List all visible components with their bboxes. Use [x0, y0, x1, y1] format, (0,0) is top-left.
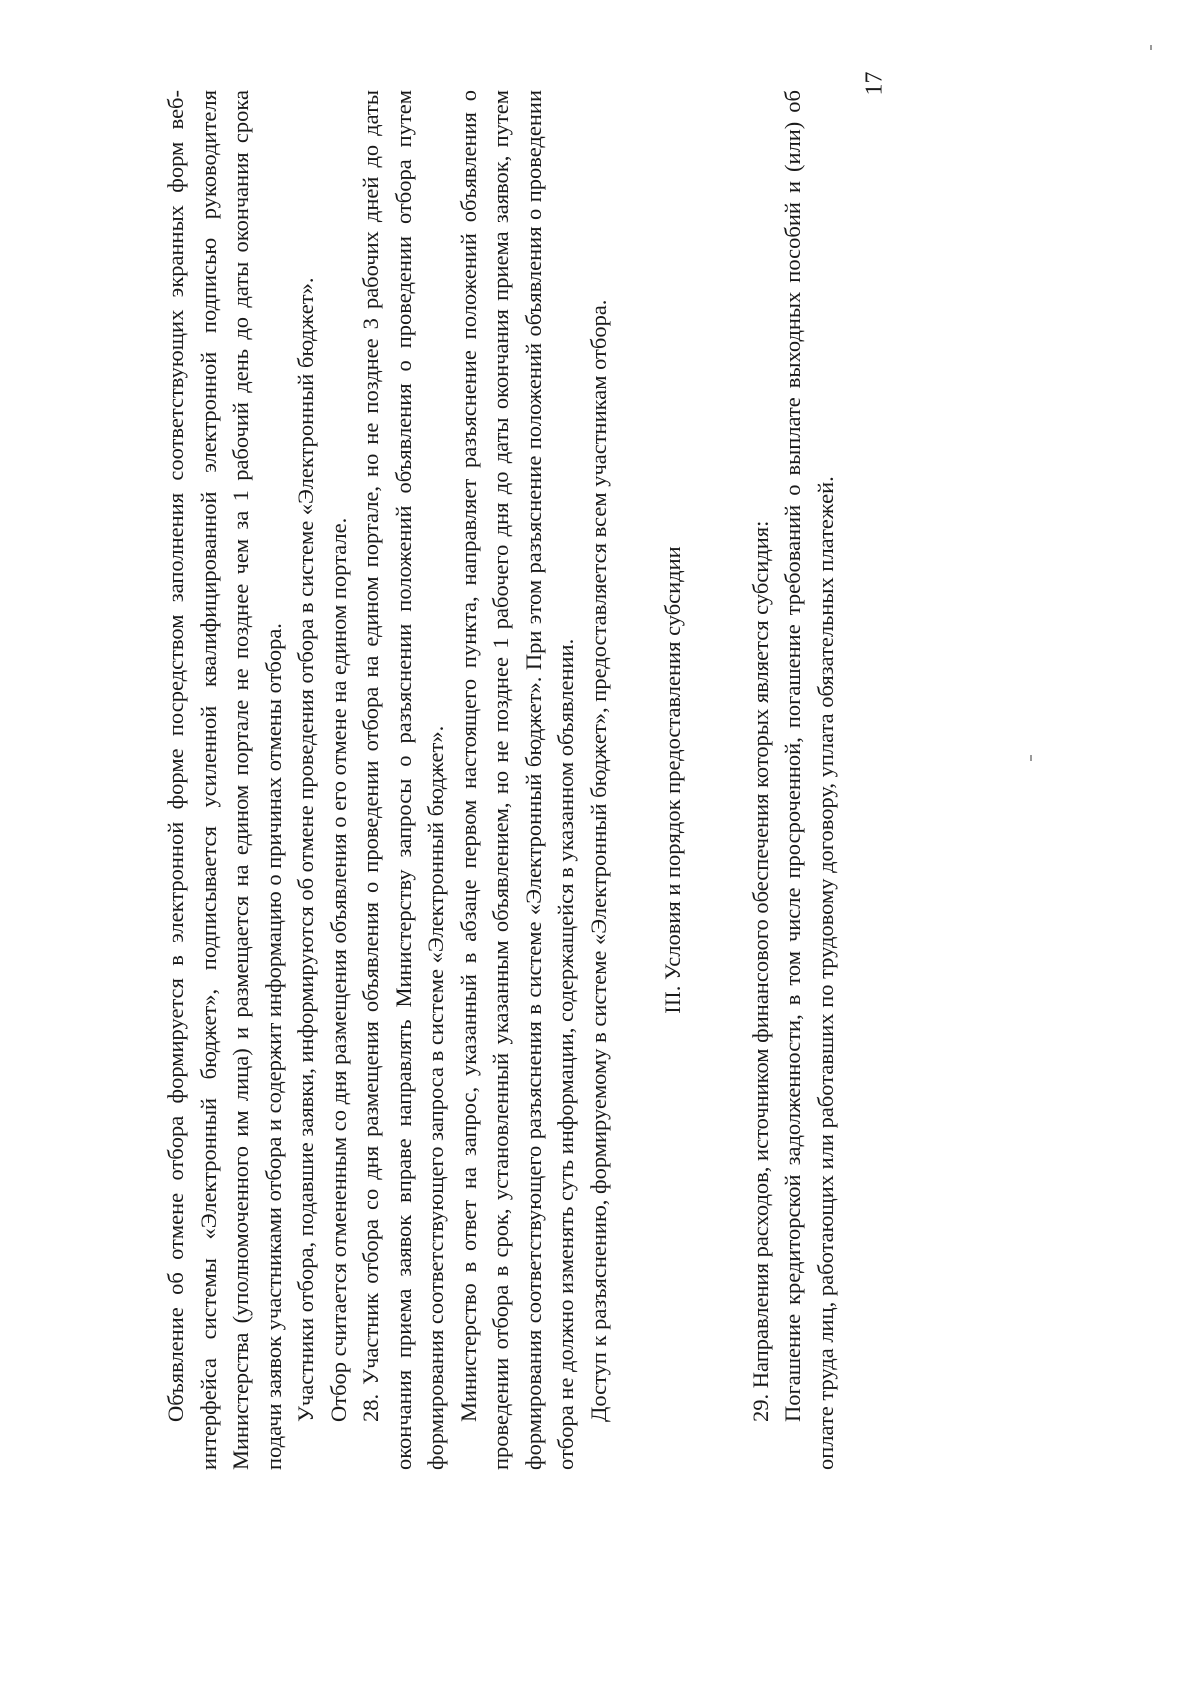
paragraph-access-to-clarification: Доступ к разъяснению, формируемому в системе «Электронный бюджет», предоставляется всем участникам отбора. [585, 299, 611, 1422]
paragraph-debt-repayment: Погашение кредиторской задолженности, в том числе просроченной, погашение требований о выплате выходных пособий и (или) об оплате труда лиц, работающих или работавших по трудовому договору, уплата обязательных платежей. [780, 90, 838, 1470]
paragraph-cancel-notice: Объявление об отмене отбора формируется в электронной форме посредством заполнения соответствующих экранных форм веб-интерфейса системы «Электронный бюджет», подписывается усиленной квалифицированной электронной подписью руководителя Министерства (уполномоченного им лица) и размещается на едином портале не позднее чем за 1 рабочий день до даты окончания срока подачи заявок участниками отбора и содержит информацию о причинах отмены отбора. [163, 90, 286, 1470]
scan-speck [1030, 755, 1032, 761]
paragraph-selection-cancelled: Отбор считается отмененным со дня размещения объявления о его отмене на едином портале. [325, 517, 351, 1422]
paragraph-ministry-response: Министерство в ответ на запрос, указанный в абзаце первом настоящего пункта, направляет разъяснение положений объявления о проведении отбора в срок, установленный указанным объявлением, но не позднее 1 рабочего дня до даты окончания приема заявок, путем формирования соответствующего разъяснения в системе «Электронный бюджет». При этом разъяснение положений объявления о проведении отбора не должно изменять суть информации, содержащейся в указанном объявлении. [455, 90, 578, 1470]
paragraph-clause-28: 28. Участник отбора со дня размещения объявления о проведении отбора на едином портале, но не позднее 3 рабочих дней до даты окончания приема заявок вправе направлять Министерству запросы о разъяснении положений объявления о проведении отбора путем формирования соответствующего запроса в системе «Электронный бюджет». [358, 90, 448, 1470]
section-heading: III. Условия и порядок предоставления субсидии [660, 546, 685, 1014]
scan-speck [1150, 45, 1152, 50]
page-number: 17 [861, 71, 888, 96]
paragraph-participants-informed: Участники отбора, подавшие заявки, информируются об отмене проведения отбора в системе «Электронный бюджет». [293, 277, 318, 1422]
paragraph-clause-29: 29. Направления расходов, источником финансового обеспечения которых является субсидия: [747, 520, 773, 1422]
rotated-text-block [160, 90, 842, 1470]
